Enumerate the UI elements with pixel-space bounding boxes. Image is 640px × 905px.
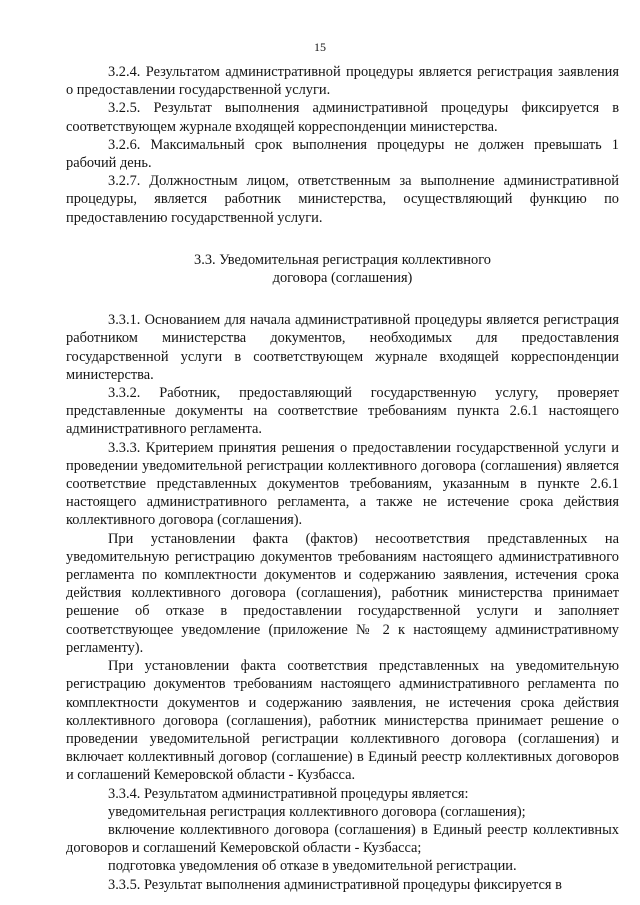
- document-body: [66, 63, 619, 894]
- paragraph-3-3-3: 3.3.3. Критерием принятия решения о предоставлении государственной услуги и проведении уведомительной регистрации коллективного договора (соглашения) является соответствие представленных документов требованиям, указанным в пункте 2.6.1 настоящего административного регламента, а также не истечение срока действия коллективного договора (соглашения).: [66, 439, 619, 529]
- section-heading-line-1: 3.3. Уведомительная регистрация коллективного: [194, 251, 491, 268]
- paragraph-compliance-criteria: При установлении факта соответствия представленных на уведомительную регистрацию документов требованиям настоящего административного регламента по комплектности документов и содержанию заявления, не истечения срока действия коллективного договора (соглашения), работник министерства принимает решение о проведении уведомительной регистрации коллективного договора (соглашения) и включает коллективный договор (соглашение) в Единый реестр коллективных договоров и соглашений Кемеровской области - Кузбасса.: [66, 658, 619, 784]
- paragraph-3-2-7: 3.2.7. Должностным лицом, ответственным за выполнение административной процедуры, является работник министерства, осуществляющий функцию по предоставлению государственной услуги.: [66, 173, 619, 226]
- result-item-registration: уведомительная регистрация коллективного договора (соглашения);: [108, 803, 526, 820]
- paragraph-3-2-4: 3.2.4. Результатом административной процедуры является регистрация заявления о предоставлении государственной услуги.: [66, 64, 619, 99]
- result-item-refusal-notice: подготовка уведомления об отказе в уведомительной регистрации.: [108, 858, 517, 875]
- paragraph-3-3-4: 3.3.4. Результатом административной процедуры является:: [108, 785, 469, 802]
- paragraph-3-3-1: 3.3.1. Основанием для начала административной процедуры является регистрация работником министерства документов, необходимых для предоставления государственной услуги в соответствующем журнале входящей корреспонденции министерства.: [66, 312, 619, 383]
- section-heading: [66, 251, 619, 287]
- paragraph-3-2-5: 3.2.5. Результат выполнения административной процедуры фиксируется в соответствующем журнале входящей корреспонденции министерства.: [66, 100, 619, 135]
- paragraph-3-3-5: 3.3.5. Результат выполнения административной процедуры фиксируется в: [108, 876, 562, 893]
- paragraph-3-2-6: 3.2.6. Максимальный срок выполнения процедуры не должен превышать 1 рабочий день.: [66, 136, 619, 172]
- paragraph-refusal-criteria: При установлении факта (фактов) несоответствия представленных на уведомительную регистрацию документов требованиям настоящего административного регламента по комплектности документов и содержанию заявления, истечения срока действия коллективного договора (соглашения), работник министерства принимает решение об отказе в предоставлении государственной услуги и заполняет соответствующее уведомление (приложение № 2 к настоящему административному регламенту).: [66, 530, 619, 656]
- paragraph-3-3-2: 3.3.2. Работник, предоставляющий государственную услугу, проверяет представленные документы на соответствие требованиям пункта 2.6.1 настоящего административного регламента.: [66, 385, 619, 438]
- page-number: 15: [314, 40, 326, 54]
- section-heading-line-2: договора (соглашения): [272, 270, 413, 287]
- result-item-registry-inclusion: включение коллективного договора (соглашения) в Единый реестр коллективных договоров и соглашений Кемеровской области - Кузбасса;: [66, 821, 619, 857]
